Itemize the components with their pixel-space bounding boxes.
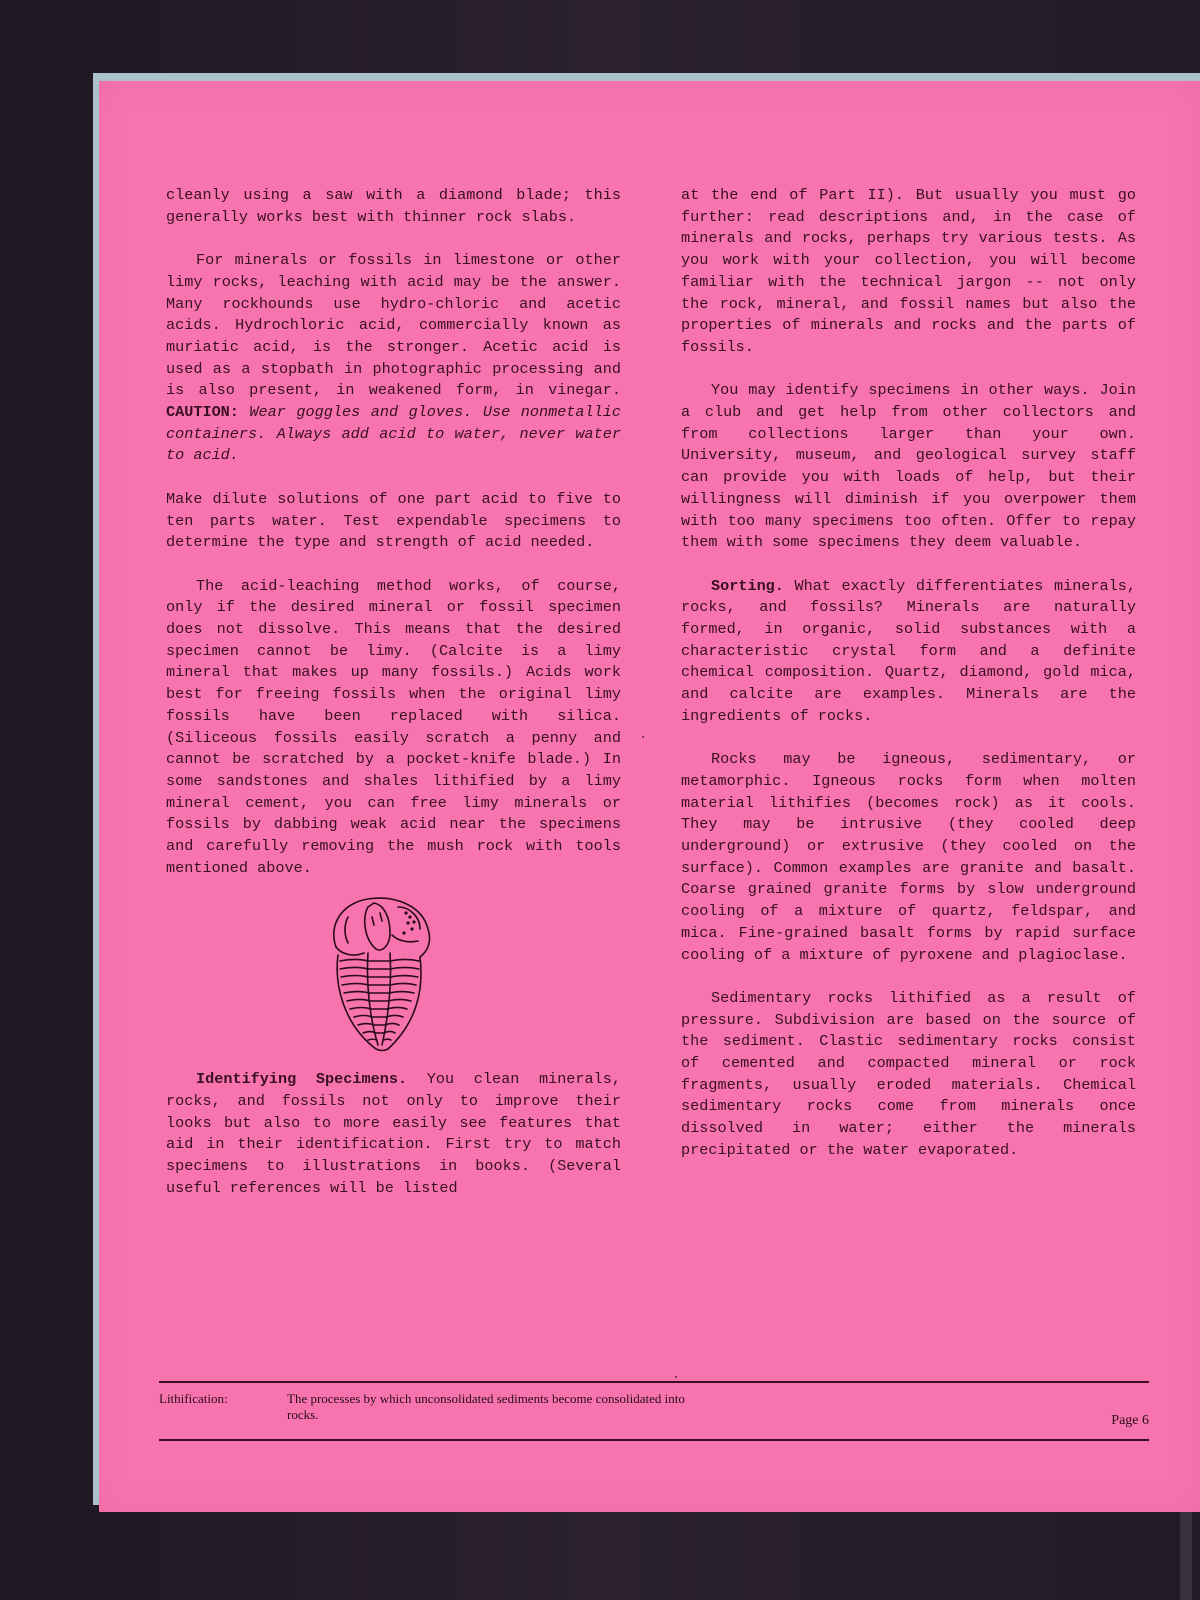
footer-bottom-rule: [159, 1439, 1149, 1441]
caution-label: CAUTION:: [166, 403, 239, 422]
paragraph-identifying-specimens: [166, 1069, 621, 1199]
identifying-specimens-heading: Identifying Specimens.: [196, 1070, 408, 1089]
scan-speck: [675, 1376, 677, 1378]
paragraph-sedimentary-rocks: Sedimentary rocks lithified as a result of pressure. Subdivision are based on the source of the sediment. Clastic sedimentary rocks consist of cemented and compacted mineral or rock fragments, usually eroded materials. Chemical sedimentary rocks come from minerals once dissolved in water; either the minerals precipitated or the water evaporated.: [681, 988, 1136, 1159]
paragraph-saw-cleaning: cleanly using a saw with a diamond blade; this generally works best with thinner rock slabs.: [166, 186, 621, 226]
paragraph-other-ways: You may identify specimens in other ways. Join a club and get help from other collectors and from collections larger than your own. University, museum, and geological survey staff can provide you with loads of help, but their willingness will diminish if you overpower them with too many specimens too often. Offer to repay them with some specimens they deem valuable.: [681, 381, 1136, 552]
identifying-specimens-text: You clean minerals, rocks, and fossils not only to improve their looks but also to more easily see features that aid in their identification. First try to match specimens to illustrations in books. (Several useful references will be listed: [166, 1070, 621, 1197]
paragraph-acid-leaching: [166, 250, 621, 467]
footer-body: [159, 1383, 1149, 1439]
glossary-term: Lithification:: [159, 1391, 228, 1406]
sorting-text: What exactly differentiates minerals, rocks, and fossils? Minerals are naturally formed, in organic, solid substances with a characteristic crystal form and a definite chemical composition. Quartz, diamond, gold mica, and calcite are examples. Minerals are the ingredients of rocks.: [681, 576, 1136, 725]
caution-text: Wear goggles and gloves. Use nonmetallic containers. Always add acid to water, never water to acid.: [166, 403, 621, 465]
trilobite-illustration: [324, 895, 436, 1053]
acid-leaching-text: For minerals or fossils in limestone or other limy rocks, leaching with acid may be the answer. Many rockhounds use hydro-chloric and acetic acids. Hydrochloric acid, commercially known as muriatic acid, is the stronger. Acetic acid is used as a stopbath in photographic processing and is also present, in weakened form, in vinegar.: [166, 251, 621, 400]
sorting-heading: Sorting.: [711, 576, 784, 595]
scanner-edge-strip: [1180, 1510, 1192, 1600]
paragraph-igneous-rocks: Rocks may be igneous, sedimentary, or metamorphic. Igneous rocks form when molten material lithifies (becomes rock) as it cools. They may be intrusive (they cooled deep underground) or extrusive (they cooled on the surface). Common examples are granite and basalt. Coarse grained granite forms by slow underground cooling of a mixture of quartz, feldspar, and mica. Fine-grained basalt forms by rapid surface cooling of a mixture of pyroxene and plagioclase.: [681, 750, 1136, 964]
paragraph-dilute-solutions: Make dilute solutions of one part acid to five to ten parts water. Test expendable specimens to determine the type and strength of acid needed.: [166, 489, 621, 552]
paragraph-technical-jargon: at the end of Part II). But usually you must go further: read descriptions and, in the case of minerals and rocks, perhaps try various tests. As you work with your collection, you will become familiar with the technical jargon -- not only the rock, mineral, and fossil names but also the properties of minerals and rocks and the parts of fossils.: [681, 186, 1136, 356]
right-column: [681, 185, 1136, 1183]
glossary-footer: [159, 1381, 1149, 1441]
left-column: [166, 185, 621, 1221]
document-page: [99, 81, 1200, 1512]
glossary-definition: The processes by which unconsolidated sediments become consolidated into rocks.: [287, 1391, 685, 1422]
page-number: Page 6: [1111, 1413, 1149, 1428]
scan-speck: [642, 736, 644, 738]
paragraph-sorting: [681, 576, 1136, 728]
paragraph-acid-method-limits: The acid-leaching method works, of course, only if the desired mineral or fossil specimen does not dissolve. This means that the desired specimen cannot be limy. (Calcite is a limy mineral that makes up many fossils.) Acids work best for freeing fossils when the original limy fossils have been replaced with silica. (Siliceous fossils easily scratch a penny and cannot be scratched by a pocket-knife blade.) In some sandstones and shales lithified by a limy mineral cement, you can free limy minerals or fossils by dabbing weak acid near the specimens and carefully removing the mush rock with tools mentioned above.: [166, 576, 621, 877]
